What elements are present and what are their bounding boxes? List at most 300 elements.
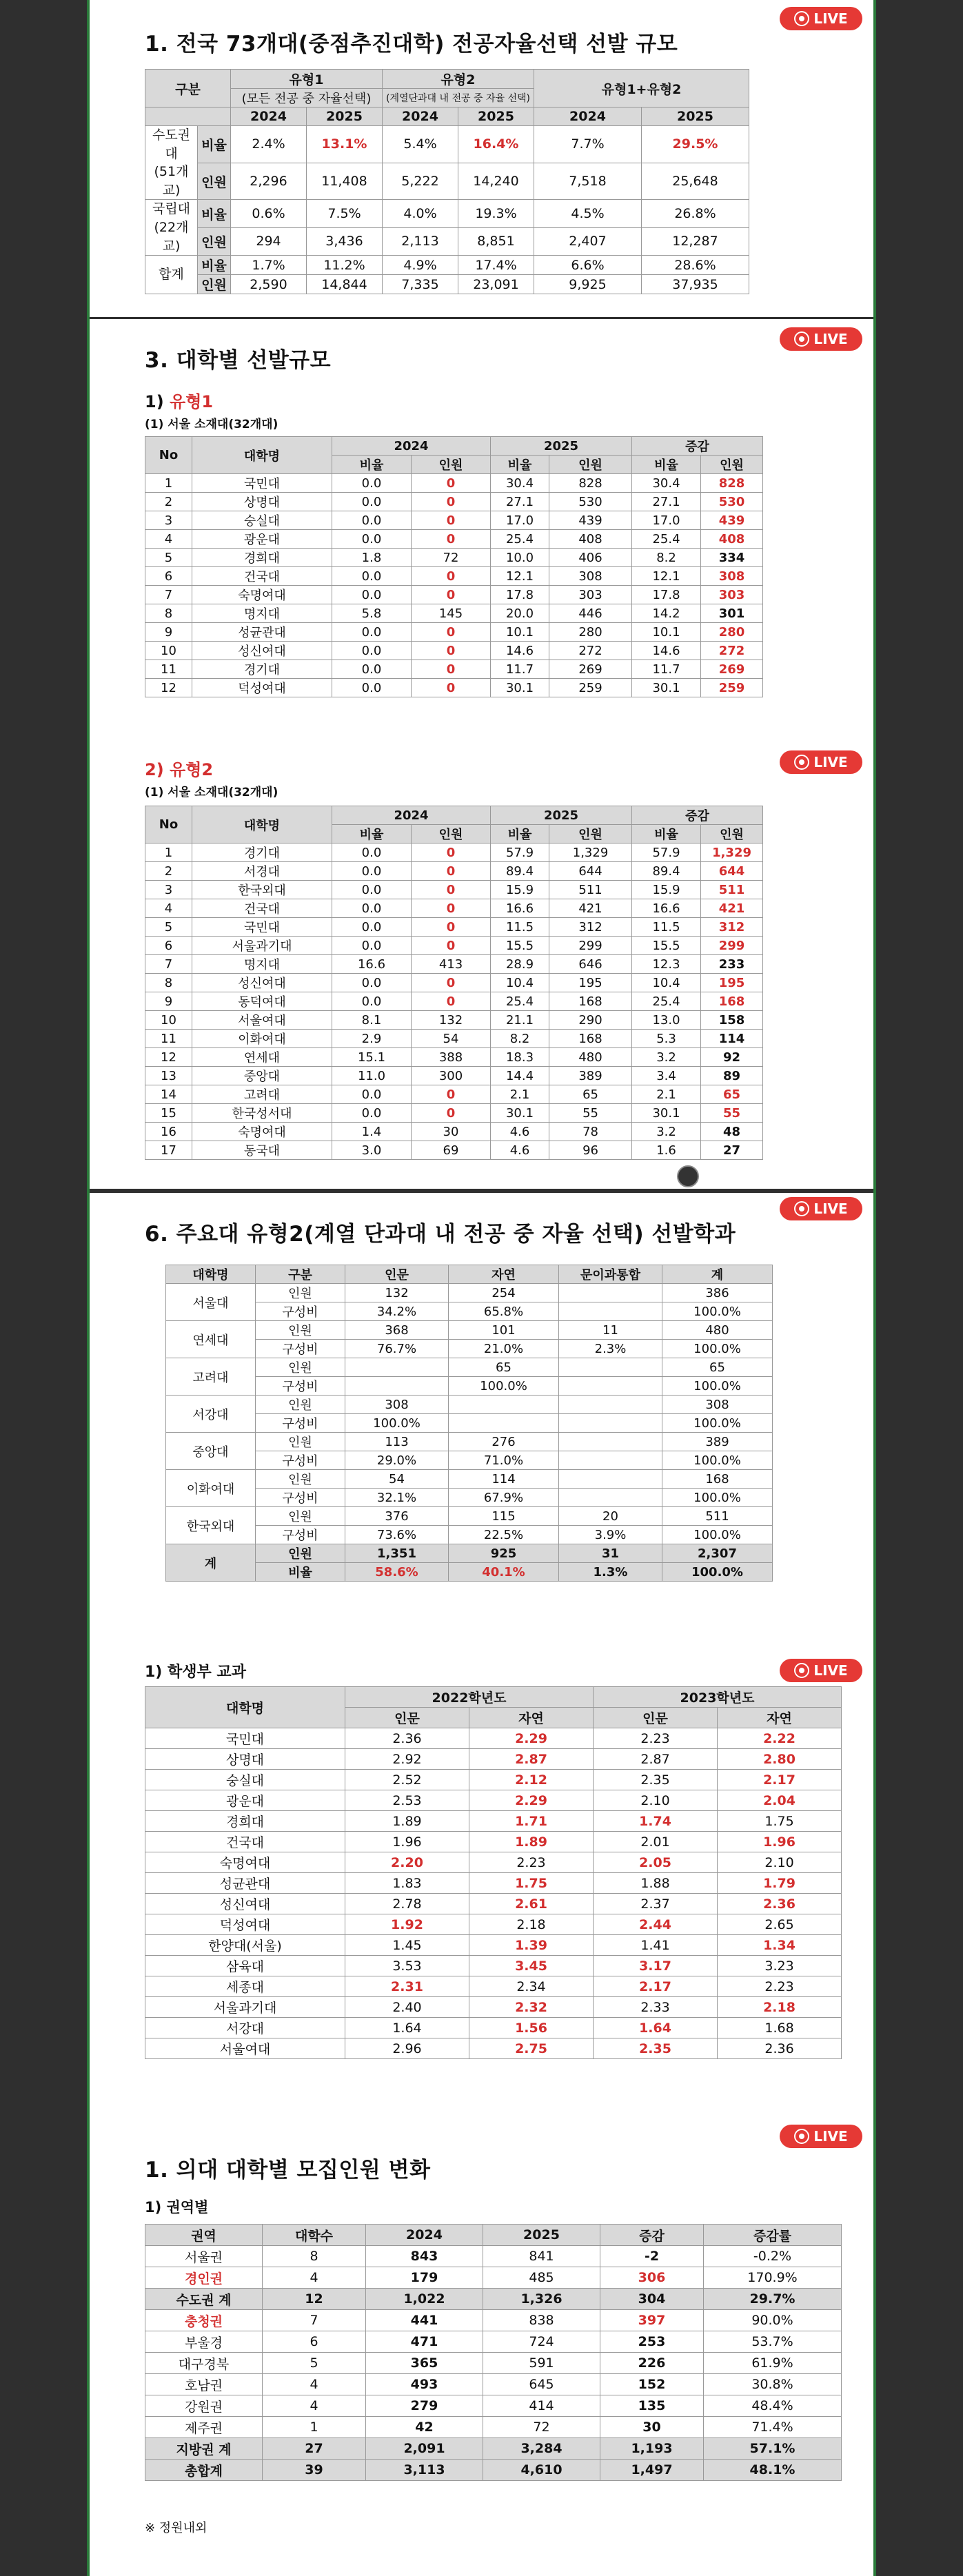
table-row (145, 862, 763, 881)
value-cell: 96 (549, 1141, 632, 1160)
table-row (145, 2310, 842, 2331)
grade-cell: 2.23 (469, 1852, 594, 1873)
university-name: 광운대 (192, 530, 332, 549)
grade-cell: 2.01 (594, 1832, 718, 1852)
column-header: 2025 (483, 2225, 600, 2246)
table-row (145, 1956, 842, 1976)
value-cell: 3,284 (483, 2438, 600, 2460)
value-cell: 28.9 (491, 955, 549, 974)
table-row (145, 200, 749, 227)
value-cell: 10 (145, 642, 192, 660)
header-hum: 인문 (345, 1265, 449, 1284)
header-type1: 유형1 (231, 70, 383, 89)
region-name: 총합계 (145, 2460, 263, 2481)
grade-cell: 2.35 (594, 2038, 718, 2059)
value-cell: 397 (600, 2310, 704, 2331)
value-cell: 0 (412, 642, 491, 660)
value-cell: 12.1 (491, 567, 549, 586)
value-cell: 17 (145, 1141, 192, 1160)
value-cell: 0.0 (332, 586, 412, 604)
value-cell (559, 1451, 662, 1470)
value-cell: 414 (483, 2395, 600, 2417)
value-cell: 0.0 (332, 493, 412, 511)
value-cell: 8.2 (491, 1030, 549, 1048)
value-cell: 1.6 (632, 1141, 701, 1160)
university-name: 국민대 (145, 1728, 345, 1749)
watermark-logo-icon (677, 1165, 699, 1187)
value-cell: 2,407 (534, 227, 642, 255)
university-name: 성신여대 (192, 642, 332, 660)
header-univ: 대학명 (166, 1265, 256, 1284)
grade-cell: 2.17 (718, 1770, 842, 1790)
region-name: 대구경북 (145, 2353, 263, 2374)
grade-cell: 1.92 (345, 1914, 469, 1935)
value-cell: 5,222 (383, 163, 458, 200)
value-cell: 37,935 (642, 275, 749, 294)
table-row (145, 1749, 842, 1770)
region-name: 강원권 (145, 2395, 263, 2417)
university-name: 서경대 (192, 862, 332, 881)
table-row (145, 2018, 842, 2038)
value-cell: 0.0 (332, 530, 412, 549)
value-cell (449, 1396, 559, 1414)
header-hum: 인문 (594, 1708, 718, 1728)
value-cell: 0 (412, 974, 491, 992)
table-row (145, 474, 763, 493)
value-cell: 48.4% (704, 2395, 842, 2417)
table-row (145, 2353, 842, 2374)
value-cell: 493 (366, 2374, 483, 2395)
grade-cell: 2.36 (345, 1728, 469, 1749)
right-border (873, 0, 876, 2576)
value-cell: 168 (701, 992, 763, 1011)
value-cell: 843 (366, 2246, 483, 2267)
university-name: 숭실대 (145, 1770, 345, 1790)
value-cell: 254 (449, 1284, 559, 1302)
subsection-title: 1) 학생부 교과 (145, 1664, 246, 1681)
grade-cell: 2.17 (594, 1976, 718, 1997)
live-badge[interactable]: LIVE (780, 7, 862, 30)
value-cell: 89.4 (632, 862, 701, 881)
value-cell: 439 (701, 511, 763, 530)
value-cell: 0.0 (332, 974, 412, 992)
value-cell: 2.1 (491, 1085, 549, 1104)
value-cell: 4 (263, 2374, 366, 2395)
section-title: 3. 대학별 선발규모 (145, 348, 332, 373)
value-cell: 838 (483, 2310, 600, 2331)
grade-cell: 2.18 (718, 1997, 842, 2018)
header-nat: 자연 (718, 1708, 842, 1728)
value-cell: 29.7% (704, 2289, 842, 2310)
value-cell: 0.0 (332, 992, 412, 1011)
value-cell: 0.0 (332, 1085, 412, 1104)
value-cell: 25.4 (632, 530, 701, 549)
grade-cell: 1.74 (594, 1811, 718, 1832)
value-cell: 0 (412, 679, 491, 697)
university-name: 이화여대 (166, 1470, 256, 1507)
live-icon (794, 331, 809, 347)
table-row (145, 918, 763, 937)
value-cell: 2.9 (332, 1030, 412, 1048)
grade-cell: 2.92 (345, 1749, 469, 1770)
header-type1-sub: (모든 전공 중 자율선택) (231, 89, 383, 108)
university-name: 동국대 (192, 1141, 332, 1160)
value-cell: 0.0 (332, 881, 412, 899)
grade-cell: 2.33 (594, 1997, 718, 2018)
subsection-note: (1) 서울 소재대(32개대) (145, 418, 278, 431)
value-cell: 4.5% (534, 200, 642, 227)
value-cell: 511 (701, 881, 763, 899)
value-cell: 0.0 (332, 937, 412, 955)
grade-cell: 1.89 (469, 1832, 594, 1852)
value-cell: 3.2 (632, 1048, 701, 1067)
value-cell (345, 1377, 449, 1396)
grade-cell: 1.64 (345, 2018, 469, 2038)
value-cell: 72 (483, 2417, 600, 2438)
university-name: 서울대 (166, 1284, 256, 1321)
total-row (145, 2460, 842, 2481)
value-cell: 301 (701, 604, 763, 623)
table-row (145, 567, 763, 586)
row-kind: 구성비 (256, 1302, 345, 1321)
live-icon (794, 11, 809, 26)
value-cell: 312 (549, 918, 632, 937)
value-cell: 299 (701, 937, 763, 955)
total-row (145, 2289, 842, 2310)
header-2022: 2022학년도 (345, 1687, 594, 1708)
table-row (145, 1123, 763, 1141)
value-cell: 925 (449, 1544, 559, 1563)
value-cell: 0 (412, 530, 491, 549)
value-cell: 0 (412, 899, 491, 918)
value-cell: 365 (366, 2353, 483, 2374)
value-cell: 1 (263, 2417, 366, 2438)
value-cell: 6 (145, 567, 192, 586)
value-cell: 530 (701, 493, 763, 511)
university-name: 건국대 (145, 1832, 345, 1852)
row-kind: 구성비 (256, 1526, 345, 1544)
value-cell: 21.0% (449, 1340, 559, 1358)
value-cell: 90.0% (704, 2310, 842, 2331)
value-cell: 114 (449, 1470, 559, 1489)
value-cell: 530 (549, 493, 632, 511)
value-cell: 8 (145, 604, 192, 623)
value-cell: 55 (701, 1104, 763, 1123)
region-name: 부울경 (145, 2331, 263, 2353)
value-cell: 1,329 (701, 844, 763, 862)
university-name: 서울과기대 (192, 937, 332, 955)
table-row (145, 1997, 842, 2018)
value-cell: 23,091 (458, 275, 534, 294)
value-cell: 11.7 (491, 660, 549, 679)
grade-cell: 1.64 (594, 2018, 718, 2038)
value-cell: 0 (412, 918, 491, 937)
grade-cell: 2.36 (718, 1894, 842, 1914)
table-row (145, 227, 749, 255)
row-kind: 인원 (198, 227, 231, 255)
grade-cell: 2.40 (345, 1997, 469, 2018)
value-cell: 511 (549, 881, 632, 899)
column-header: 권역 (145, 2225, 263, 2246)
live-badge[interactable]: LIVE (780, 750, 862, 774)
value-cell: 0 (412, 474, 491, 493)
value-cell: 645 (483, 2374, 600, 2395)
value-cell: 100.0% (449, 1377, 559, 1396)
value-cell: 1,497 (600, 2460, 704, 2481)
grade-cell: 2.44 (594, 1914, 718, 1935)
value-cell: 11,408 (307, 163, 383, 200)
value-cell: 4.6 (491, 1141, 549, 1160)
region-name: 충청권 (145, 2310, 263, 2331)
value-cell: 17.0 (491, 511, 549, 530)
header-type2: 유형2 (383, 70, 534, 89)
group-label (145, 126, 198, 200)
value-cell: 15.9 (491, 881, 549, 899)
value-cell: 828 (549, 474, 632, 493)
table-row (145, 1873, 842, 1894)
header-no: No (145, 437, 192, 474)
value-cell: 30.1 (491, 679, 549, 697)
value-cell: 4.9% (383, 256, 458, 275)
value-cell: 100.0% (662, 1340, 773, 1358)
value-cell: 30.1 (632, 1104, 701, 1123)
value-cell (559, 1396, 662, 1414)
value-cell: 724 (483, 2331, 600, 2353)
value-cell: 0.0 (332, 918, 412, 937)
grade-cell: 1.96 (718, 1832, 842, 1852)
value-cell: 3.4 (632, 1067, 701, 1085)
value-cell: 15.5 (632, 937, 701, 955)
region-name: 호남권 (145, 2374, 263, 2395)
value-cell: 11 (145, 1030, 192, 1048)
value-cell: 4 (263, 2267, 366, 2289)
university-name: 한양대(서울) (145, 1935, 345, 1956)
value-cell: 27.1 (491, 493, 549, 511)
university-name: 국민대 (192, 918, 332, 937)
value-cell: 1 (145, 474, 192, 493)
value-cell: 20.0 (491, 604, 549, 623)
medical-quota-table (145, 2224, 842, 2481)
value-cell: 2 (145, 862, 192, 881)
value-cell: 10.1 (632, 623, 701, 642)
live-badge[interactable]: LIVE (780, 327, 862, 351)
university-name: 숙명여대 (145, 1852, 345, 1873)
value-cell: 272 (549, 642, 632, 660)
header-nat: 자연 (449, 1265, 559, 1284)
grade-cell: 2.18 (469, 1914, 594, 1935)
grade-cell: 2.29 (469, 1728, 594, 1749)
table-row (145, 660, 763, 679)
value-cell: 27 (701, 1141, 763, 1160)
table-row (166, 1340, 773, 1358)
value-cell: 0 (412, 1104, 491, 1123)
table-row (145, 1852, 842, 1873)
value-cell: 100.0% (662, 1563, 773, 1582)
grade-cell: 1.45 (345, 1935, 469, 1956)
table-row (145, 275, 749, 294)
value-cell: 8,851 (458, 227, 534, 255)
value-cell: 3.2 (632, 1123, 701, 1141)
header-year: 2025 (458, 108, 534, 126)
header-kind: 구분 (256, 1265, 345, 1284)
grade-cell: 2.05 (594, 1852, 718, 1873)
value-cell: 5 (145, 549, 192, 567)
group-label (145, 256, 198, 294)
value-cell: 0.0 (332, 862, 412, 881)
header-total: 계 (662, 1265, 773, 1284)
value-cell: 1,193 (600, 2438, 704, 2460)
live-badge[interactable]: LIVE (780, 2125, 862, 2148)
value-cell: 7,335 (383, 275, 458, 294)
value-cell: 8 (263, 2246, 366, 2267)
table-row (145, 604, 763, 623)
table-row (145, 126, 749, 163)
grade-cell: 2.75 (469, 2038, 594, 2059)
value-cell: 300 (412, 1067, 491, 1085)
grade-cell: 1.68 (718, 2018, 842, 2038)
header-type12: 유형1+유형2 (534, 70, 749, 108)
value-cell: 7,518 (534, 163, 642, 200)
header-year: 2024 (383, 108, 458, 126)
table-row (145, 1030, 763, 1048)
value-cell: 0.0 (332, 1104, 412, 1123)
table-row (145, 2246, 842, 2267)
value-cell: 3.9% (559, 1526, 662, 1544)
value-cell: 158 (701, 1011, 763, 1030)
value-cell: 65 (549, 1085, 632, 1104)
value-cell: 65 (701, 1085, 763, 1104)
value-cell: 6.6% (534, 256, 642, 275)
header-2025: 2025 (491, 806, 632, 825)
value-cell: 54 (345, 1470, 449, 1489)
row-kind: 구성비 (256, 1340, 345, 1358)
value-cell: 30.4 (632, 474, 701, 493)
value-cell: 11.2% (307, 256, 383, 275)
table-row (166, 1414, 773, 1433)
group-name: 수도권대 (152, 127, 191, 161)
grade-cell: 2.35 (594, 1770, 718, 1790)
table-row (145, 1085, 763, 1104)
grade-cell: 2.31 (345, 1976, 469, 1997)
table-row (145, 1976, 842, 1997)
total-row (166, 1544, 773, 1563)
value-cell: 16 (145, 1123, 192, 1141)
subsection-title: 1) 권역별 (145, 2199, 209, 2216)
value-cell: 152 (600, 2374, 704, 2395)
value-cell: 299 (549, 937, 632, 955)
value-cell: 7 (263, 2310, 366, 2331)
table-row (166, 1358, 773, 1377)
grade-cell: 3.17 (594, 1956, 718, 1976)
value-cell: 14 (145, 1085, 192, 1104)
value-cell: 2,590 (231, 275, 307, 294)
value-cell: 8.1 (332, 1011, 412, 1030)
table-row (145, 511, 763, 530)
value-cell: 10.4 (632, 974, 701, 992)
university-name: 성신여대 (145, 1894, 345, 1914)
value-cell: 115 (449, 1507, 559, 1526)
header-2024: 2024 (332, 437, 491, 456)
value-cell: 53.7% (704, 2331, 842, 2353)
value-cell: 15 (145, 1104, 192, 1123)
value-cell: 12.1 (632, 567, 701, 586)
value-cell: 40.1% (449, 1563, 559, 1582)
value-cell: 55 (549, 1104, 632, 1123)
value-cell: 0 (412, 493, 491, 511)
university-name: 경희대 (192, 549, 332, 567)
value-cell: 89.4 (491, 862, 549, 881)
live-badge[interactable]: LIVE (780, 1659, 862, 1682)
value-cell: 25.4 (491, 992, 549, 1011)
university-name: 연세대 (166, 1321, 256, 1358)
value-cell (559, 1284, 662, 1302)
grade-cell: 3.23 (718, 1956, 842, 1976)
value-cell: 290 (549, 1011, 632, 1030)
table-row (166, 1470, 773, 1489)
section-title: 6. 주요대 유형2(계열 단과대 내 전공 중 자율 선택) 선발학과 (145, 1222, 736, 1247)
row-kind: 구성비 (256, 1377, 345, 1396)
grade-cell: 1.34 (718, 1935, 842, 1956)
row-kind: 비율 (256, 1563, 345, 1582)
table-row (166, 1377, 773, 1396)
header-hum: 인문 (345, 1708, 469, 1728)
value-cell: 11 (559, 1321, 662, 1340)
table-row (145, 623, 763, 642)
value-cell: 168 (662, 1470, 773, 1489)
university-name: 성균관대 (192, 623, 332, 642)
column-header: 2024 (366, 2225, 483, 2246)
value-cell: 304 (600, 2289, 704, 2310)
live-icon (794, 1663, 809, 1678)
row-kind: 비율 (198, 200, 231, 227)
live-badge[interactable]: LIVE (780, 1197, 862, 1220)
live-icon (794, 755, 809, 770)
university-name: 동덕여대 (192, 992, 332, 1011)
value-cell: 306 (600, 2267, 704, 2289)
university-name: 세종대 (145, 1976, 345, 1997)
row-kind: 구성비 (256, 1414, 345, 1433)
value-cell: 71.0% (449, 1451, 559, 1470)
table-row (145, 1067, 763, 1085)
table-row (166, 1302, 773, 1321)
value-cell (449, 1414, 559, 1433)
header-diff: 증감 (632, 806, 763, 825)
table-row (166, 1284, 773, 1302)
header-count: 인원 (701, 825, 763, 844)
value-cell: 0.0 (332, 567, 412, 586)
footnote: ※ 정원내외 (145, 2521, 207, 2535)
value-cell: 303 (701, 586, 763, 604)
value-cell: 1,326 (483, 2289, 600, 2310)
row-kind: 비율 (198, 256, 231, 275)
table-row (166, 1489, 773, 1507)
header-ratio: 비율 (632, 825, 701, 844)
value-cell: 65 (449, 1358, 559, 1377)
row-kind: 인원 (256, 1433, 345, 1451)
value-cell: 57.9 (632, 844, 701, 862)
university-name: 삼육대 (145, 1956, 345, 1976)
total-row (145, 2438, 842, 2460)
header-no: No (145, 806, 192, 844)
grade-cell: 1.79 (718, 1873, 842, 1894)
grade-cell: 3.53 (345, 1956, 469, 1976)
value-cell: 30 (412, 1123, 491, 1141)
table-row (145, 2417, 842, 2438)
table-row (145, 899, 763, 918)
grade-cell: 1.71 (469, 1811, 594, 1832)
value-cell: 92 (701, 1048, 763, 1067)
value-cell: 389 (549, 1067, 632, 1085)
